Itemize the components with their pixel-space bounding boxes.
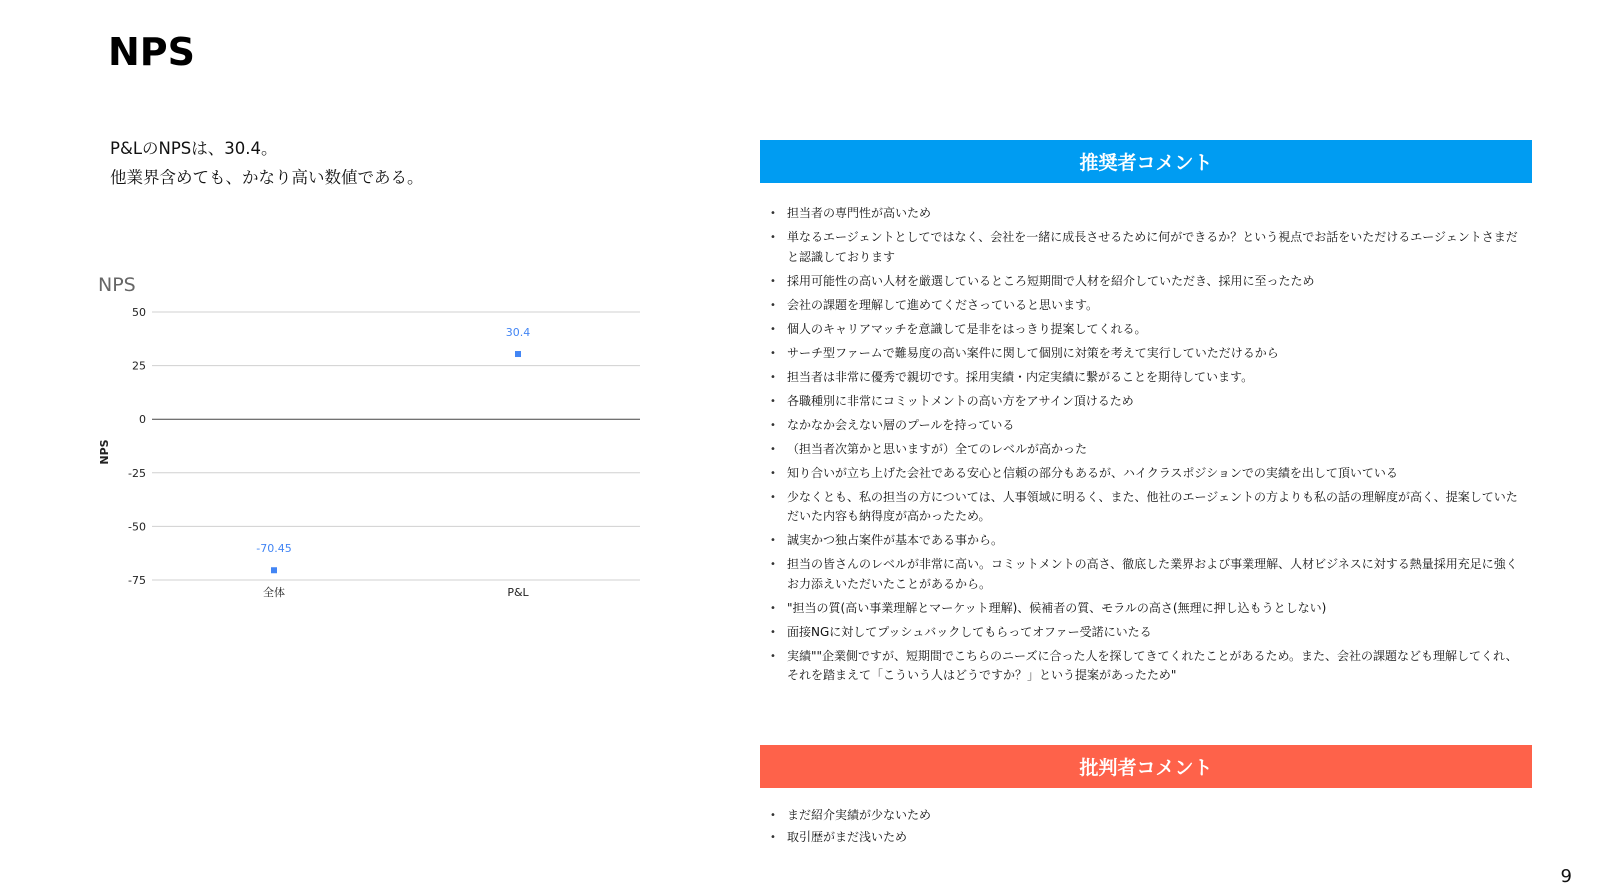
comment-item: • 取引歴がまだ浅いため: [770, 828, 1522, 848]
comment-item: • 個人のキャリアマッチを意識して是非をはっきり提案してくれる。: [770, 320, 1522, 340]
comment-item: • "担当の質(高い事業理解とマーケット理解)、候補者の質、モラルの高さ(無理に押し込もうとしない): [770, 599, 1522, 619]
summary-text: [110, 134, 424, 192]
comment-item: • 採用可能性の高い人材を厳選しているところ短期間で人材を紹介していただき、採用に至ったため: [770, 272, 1522, 292]
comment-item: • 各職種別に非常にコミットメントの高い方をアサイン頂けるため: [770, 392, 1522, 412]
page-number: 9: [1560, 866, 1572, 887]
y-axis-label: NPS: [98, 439, 111, 465]
comment-item: • （担当者次第かと思いますが）全てのレベルが高かった: [770, 440, 1522, 460]
detractor-comments-header: 批判者コメント: [760, 745, 1532, 788]
chart-title: NPS: [98, 274, 136, 296]
comment-item: • 誠実かつ独占案件が基本である事から。: [770, 531, 1522, 551]
y-tick-label: 0: [139, 413, 146, 427]
data-point: [515, 351, 521, 357]
comment-item: • 担当の皆さんのレベルが非常に高い。コミットメントの高さ、徹底した業界および事業理解、人材ビジネスに対する熱量採用充足に強くお力添えいただいたことがあるから。: [770, 555, 1522, 594]
comment-item: • 実績""企業側ですが、短期間でこちらのニーズに合った人を探してきてくれたことがあるため。また、会社の課題なども理解してくれ、それを踏まえて「こういう人はどうですか？」という提案があったため": [770, 647, 1522, 686]
y-tick-label: 50: [132, 306, 146, 319]
comment-item: • 知り合いが立ち上げた会社である安心と信頼の部分もあるが、ハイクラスポジションでの実績を出して頂いている: [770, 464, 1522, 484]
data-point: [271, 567, 277, 573]
nps-chart-svg: [90, 272, 670, 612]
comment-item: • 会社の課題を理解して進めてくださっていると思います。: [770, 296, 1522, 316]
x-tick-label: P&L: [507, 586, 529, 599]
y-tick-label: -75: [128, 574, 146, 587]
comment-item: • 担当者は非常に優秀で親切です。採用実績・内定実績に繋がることを期待しています。: [770, 368, 1522, 388]
comment-item: • サーチ型ファームで難易度の高い案件に関して個別に対策を考えて実行していただけるから: [770, 344, 1522, 364]
comment-item: • 単なるエージェントとしてではなく、会社を一緒に成長させるために何ができるか？という視点でお話をいただけるエージェントさまだと認識しております: [770, 228, 1522, 267]
comment-item: • まだ紹介実績が少ないため: [770, 806, 1522, 826]
comment-item: • 面接NGに対してプッシュバックしてもらってオファー受諾にいたる: [770, 623, 1522, 643]
nps-chart: [90, 272, 670, 612]
x-tick-label: 全体: [263, 586, 285, 599]
detractor-comments-list: [770, 806, 1522, 849]
comment-item: • なかなか会えない層のプールを持っている: [770, 416, 1522, 436]
y-tick-label: -25: [128, 466, 146, 480]
promoter-comments-header: 推奨者コメント: [760, 140, 1532, 183]
y-tick-label: -50: [128, 520, 146, 534]
data-label: -70.45: [256, 542, 292, 556]
comment-item: • 担当者の専門性が高いため: [770, 204, 1522, 224]
summary-line: P&LのNPSは、30.4。: [110, 139, 278, 158]
data-label: 30.4: [505, 326, 531, 340]
promoter-comments-list: [770, 204, 1522, 690]
comment-item: • 少なくとも、私の担当の方については、人事領域に明るく、また、他社のエージェントの方よりも私の話の理解度が高く、提案していただいた内容も納得度が高かったため。: [770, 488, 1522, 527]
slide-title: NPS: [108, 30, 196, 74]
summary-line: 他業界含めても、かなり高い数値である。: [110, 168, 424, 187]
y-tick-label: 25: [132, 359, 146, 373]
